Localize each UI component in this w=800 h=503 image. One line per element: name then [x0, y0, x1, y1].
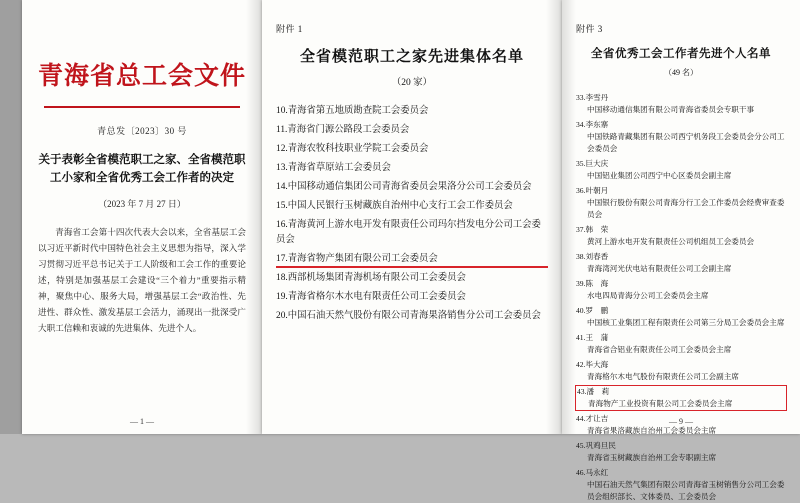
- body-paragraph: 青海省工会第十四次代表大会以来，全省基层工会以习近平新时代中国特色社会主义思想为指导，深入学习贯彻习近平总书记关于工人阶级和工会工作的重要论述，特别是加强基层工会建设“三个着力”重要指示精神，聚焦中心、服务大局，增强基层工会“政治性、先进性、群众性、激发基层工会活力，涌现出一批深受广大职工信赖和衷诚的先进集体、先进个人。: [38, 227, 246, 333]
- entry-no: 39.: [576, 279, 586, 288]
- list-item: [576, 305, 786, 329]
- list-item: [576, 278, 786, 302]
- page-number-left: — 1 —: [130, 417, 154, 426]
- entry-no: 36.: [576, 186, 586, 195]
- entry-text: 中国移动通信集团公司青海省委员会果洛分公司工会委员会: [287, 182, 532, 192]
- list-item: [276, 142, 548, 157]
- document-page-middle: [262, 0, 562, 434]
- list-item: [276, 290, 548, 305]
- entry-no: 38.: [576, 252, 586, 261]
- entry-name: 潘 莉: [586, 387, 610, 396]
- entry-list-middle: [276, 104, 548, 324]
- entry-name: 罗 鹏: [585, 306, 609, 315]
- entry-desc: 青海省果洛藏族自治州工会委员会主席: [587, 426, 717, 435]
- entry-no: 34.: [576, 120, 586, 129]
- entry-no: 11.: [276, 125, 288, 135]
- entry-name: 王 蒲: [585, 333, 609, 342]
- attachment-label-middle: 附件 1: [276, 24, 303, 34]
- entry-text: 青海省草原站工会委员会: [287, 163, 391, 173]
- entry-name: 巨大庆: [585, 159, 609, 168]
- entry-desc: 中国铝业集团公司西宁中心区委员会副主席: [587, 171, 732, 180]
- entry-desc: 青海格尔木电气股份有限责任公司工会副主席: [587, 372, 739, 381]
- entry-no: 14.: [276, 182, 288, 192]
- organization-header: 青海省总工会文件: [37, 63, 246, 90]
- entry-no: 33.: [576, 93, 586, 102]
- entry-desc: 中国石油天然气集团有限公司青海省玉树销售分公司工会委员会组织部长、文体委员、工会委员会: [587, 480, 785, 501]
- red-underline-marker: [276, 266, 548, 268]
- page-fold-shadow-right: [562, 0, 576, 434]
- entry-name: 才让吉: [585, 414, 609, 423]
- entry-name: 刘春香: [585, 252, 609, 261]
- entry-desc: 水电四局青海分公司工会委员会主席: [587, 291, 709, 300]
- list-title-right: 全省优秀工会工作者先进个人名单: [591, 48, 771, 60]
- header-red-rule: [44, 106, 240, 108]
- entry-no: 43.: [577, 387, 587, 396]
- entry-text: 青海省物产集团有限公司工会委员会: [287, 254, 438, 264]
- entry-name: 巩鸡旦民: [585, 441, 616, 450]
- entry-no: 10.: [276, 106, 288, 116]
- list-item: [576, 224, 786, 248]
- entry-no: 17.: [276, 254, 288, 264]
- list-item: [276, 199, 548, 214]
- list-count-right: （49 名）: [664, 68, 698, 77]
- entry-no: 46.: [576, 468, 586, 477]
- entry-desc: 青海省玉树藏族自治州工会专职副主席: [587, 453, 717, 462]
- entry-desc: 中国核工业集团工程有限责任公司第三分局工会委员会主席: [587, 318, 785, 327]
- list-item: [576, 467, 786, 503]
- list-item: [576, 92, 786, 116]
- list-item: [276, 104, 548, 119]
- entry-no: 20.: [276, 311, 288, 321]
- entry-name: 马永红: [585, 468, 609, 477]
- document-body: [38, 224, 246, 336]
- list-count-middle: （20 家）: [391, 78, 433, 88]
- document-page-left: [22, 0, 262, 434]
- list-item: [276, 161, 548, 176]
- list-item: [276, 309, 548, 324]
- entry-no: 13.: [276, 163, 288, 173]
- list-item-highlighted: [276, 252, 548, 267]
- entry-name: 韩 荣: [585, 225, 609, 234]
- entry-text: 中国人民银行玉树藏族自治州中心支行工会工作委员会: [287, 201, 513, 211]
- entry-name: 李雪丹: [585, 93, 609, 102]
- entry-text: 青海省门源公路段工会委员会: [287, 125, 410, 135]
- entry-text: 青海黄河上游水电开发有限责任公司玛尔挡发电分公司工会委员会: [276, 220, 541, 245]
- entry-desc: 青海湾河光伏电站有限责任公司工会副主席: [587, 264, 732, 273]
- entry-desc: 中国银行股份有限公司青海分行工会工作委员会经费审查委员会: [587, 198, 785, 219]
- list-title-middle: 全省模范职工之家先进集体名单: [299, 49, 524, 65]
- entry-desc: 中国铁路青藏集团有限公司西宁机务段工会委员会分公司工会委员会: [587, 132, 785, 153]
- entry-desc: 青海省合铝业有限责任公司工会委员会主席: [587, 345, 732, 354]
- entry-no: 41.: [576, 333, 586, 342]
- list-item: [276, 271, 548, 286]
- entry-text: 西部机场集团青海机场有限公司工会委员会: [287, 273, 466, 283]
- entry-no: 44.: [576, 414, 586, 423]
- entry-text: 青海农牧科技职业学院工会委员会: [287, 144, 429, 154]
- entry-name: 陈 海: [585, 279, 609, 288]
- entry-no: 42.: [576, 360, 586, 369]
- list-item: [576, 119, 786, 155]
- scan-left-edge: [0, 0, 22, 434]
- entry-no: 18.: [276, 273, 288, 283]
- list-item: [576, 440, 786, 464]
- list-item: [576, 359, 786, 383]
- entry-name: 李东寨: [585, 120, 609, 129]
- entry-no: 40.: [576, 306, 586, 315]
- attachment-label-right: 附件 3: [576, 24, 603, 34]
- entry-text: 青海省格尔木水电有限责任公司工会委员会: [287, 292, 466, 302]
- document-page-right: [562, 0, 800, 501]
- list-item-highlighted: [576, 386, 786, 410]
- entry-text: 青海省第五地质勘查院工会委员会: [287, 106, 429, 116]
- entry-name: 毕大海: [585, 360, 609, 369]
- entry-desc: 中国移动通信集团有限公司青海省委员会专职干事: [587, 105, 755, 114]
- entry-desc: 青海物产工业投资有限公司工会委员会主席: [588, 399, 733, 408]
- entry-no: 16.: [276, 220, 288, 230]
- list-item: [576, 332, 786, 356]
- entry-desc: 黄河上游水电开发有限责任公司机组员工会委员会: [587, 237, 755, 246]
- document-subject: 关于表彰全省模范职工之家、全省模范职工小家和全省优秀工会工作者的决定: [38, 154, 246, 184]
- entry-no: 37.: [576, 225, 586, 234]
- entry-no: 19.: [276, 292, 288, 302]
- document-date: （2023 年 7 月 27 日）: [98, 199, 186, 209]
- list-item: [276, 123, 548, 138]
- entry-list-right: [576, 92, 786, 503]
- list-item: [576, 158, 786, 182]
- entry-name: 叶朝月: [585, 186, 609, 195]
- list-item: [576, 185, 786, 221]
- document-number: 青总发〔2023〕30 号: [97, 126, 187, 136]
- entry-no: 15.: [276, 201, 288, 211]
- entry-no: 35.: [576, 159, 586, 168]
- list-item: [276, 180, 548, 195]
- list-item: [276, 218, 548, 248]
- entry-no: 12.: [276, 144, 288, 154]
- list-item: [576, 251, 786, 275]
- entry-text: 中国石油天然气股份有限公司青海果洛销售分公司工会委员会: [287, 311, 541, 321]
- page-number-right: — 9 —: [669, 417, 693, 426]
- entry-no: 45.: [576, 441, 586, 450]
